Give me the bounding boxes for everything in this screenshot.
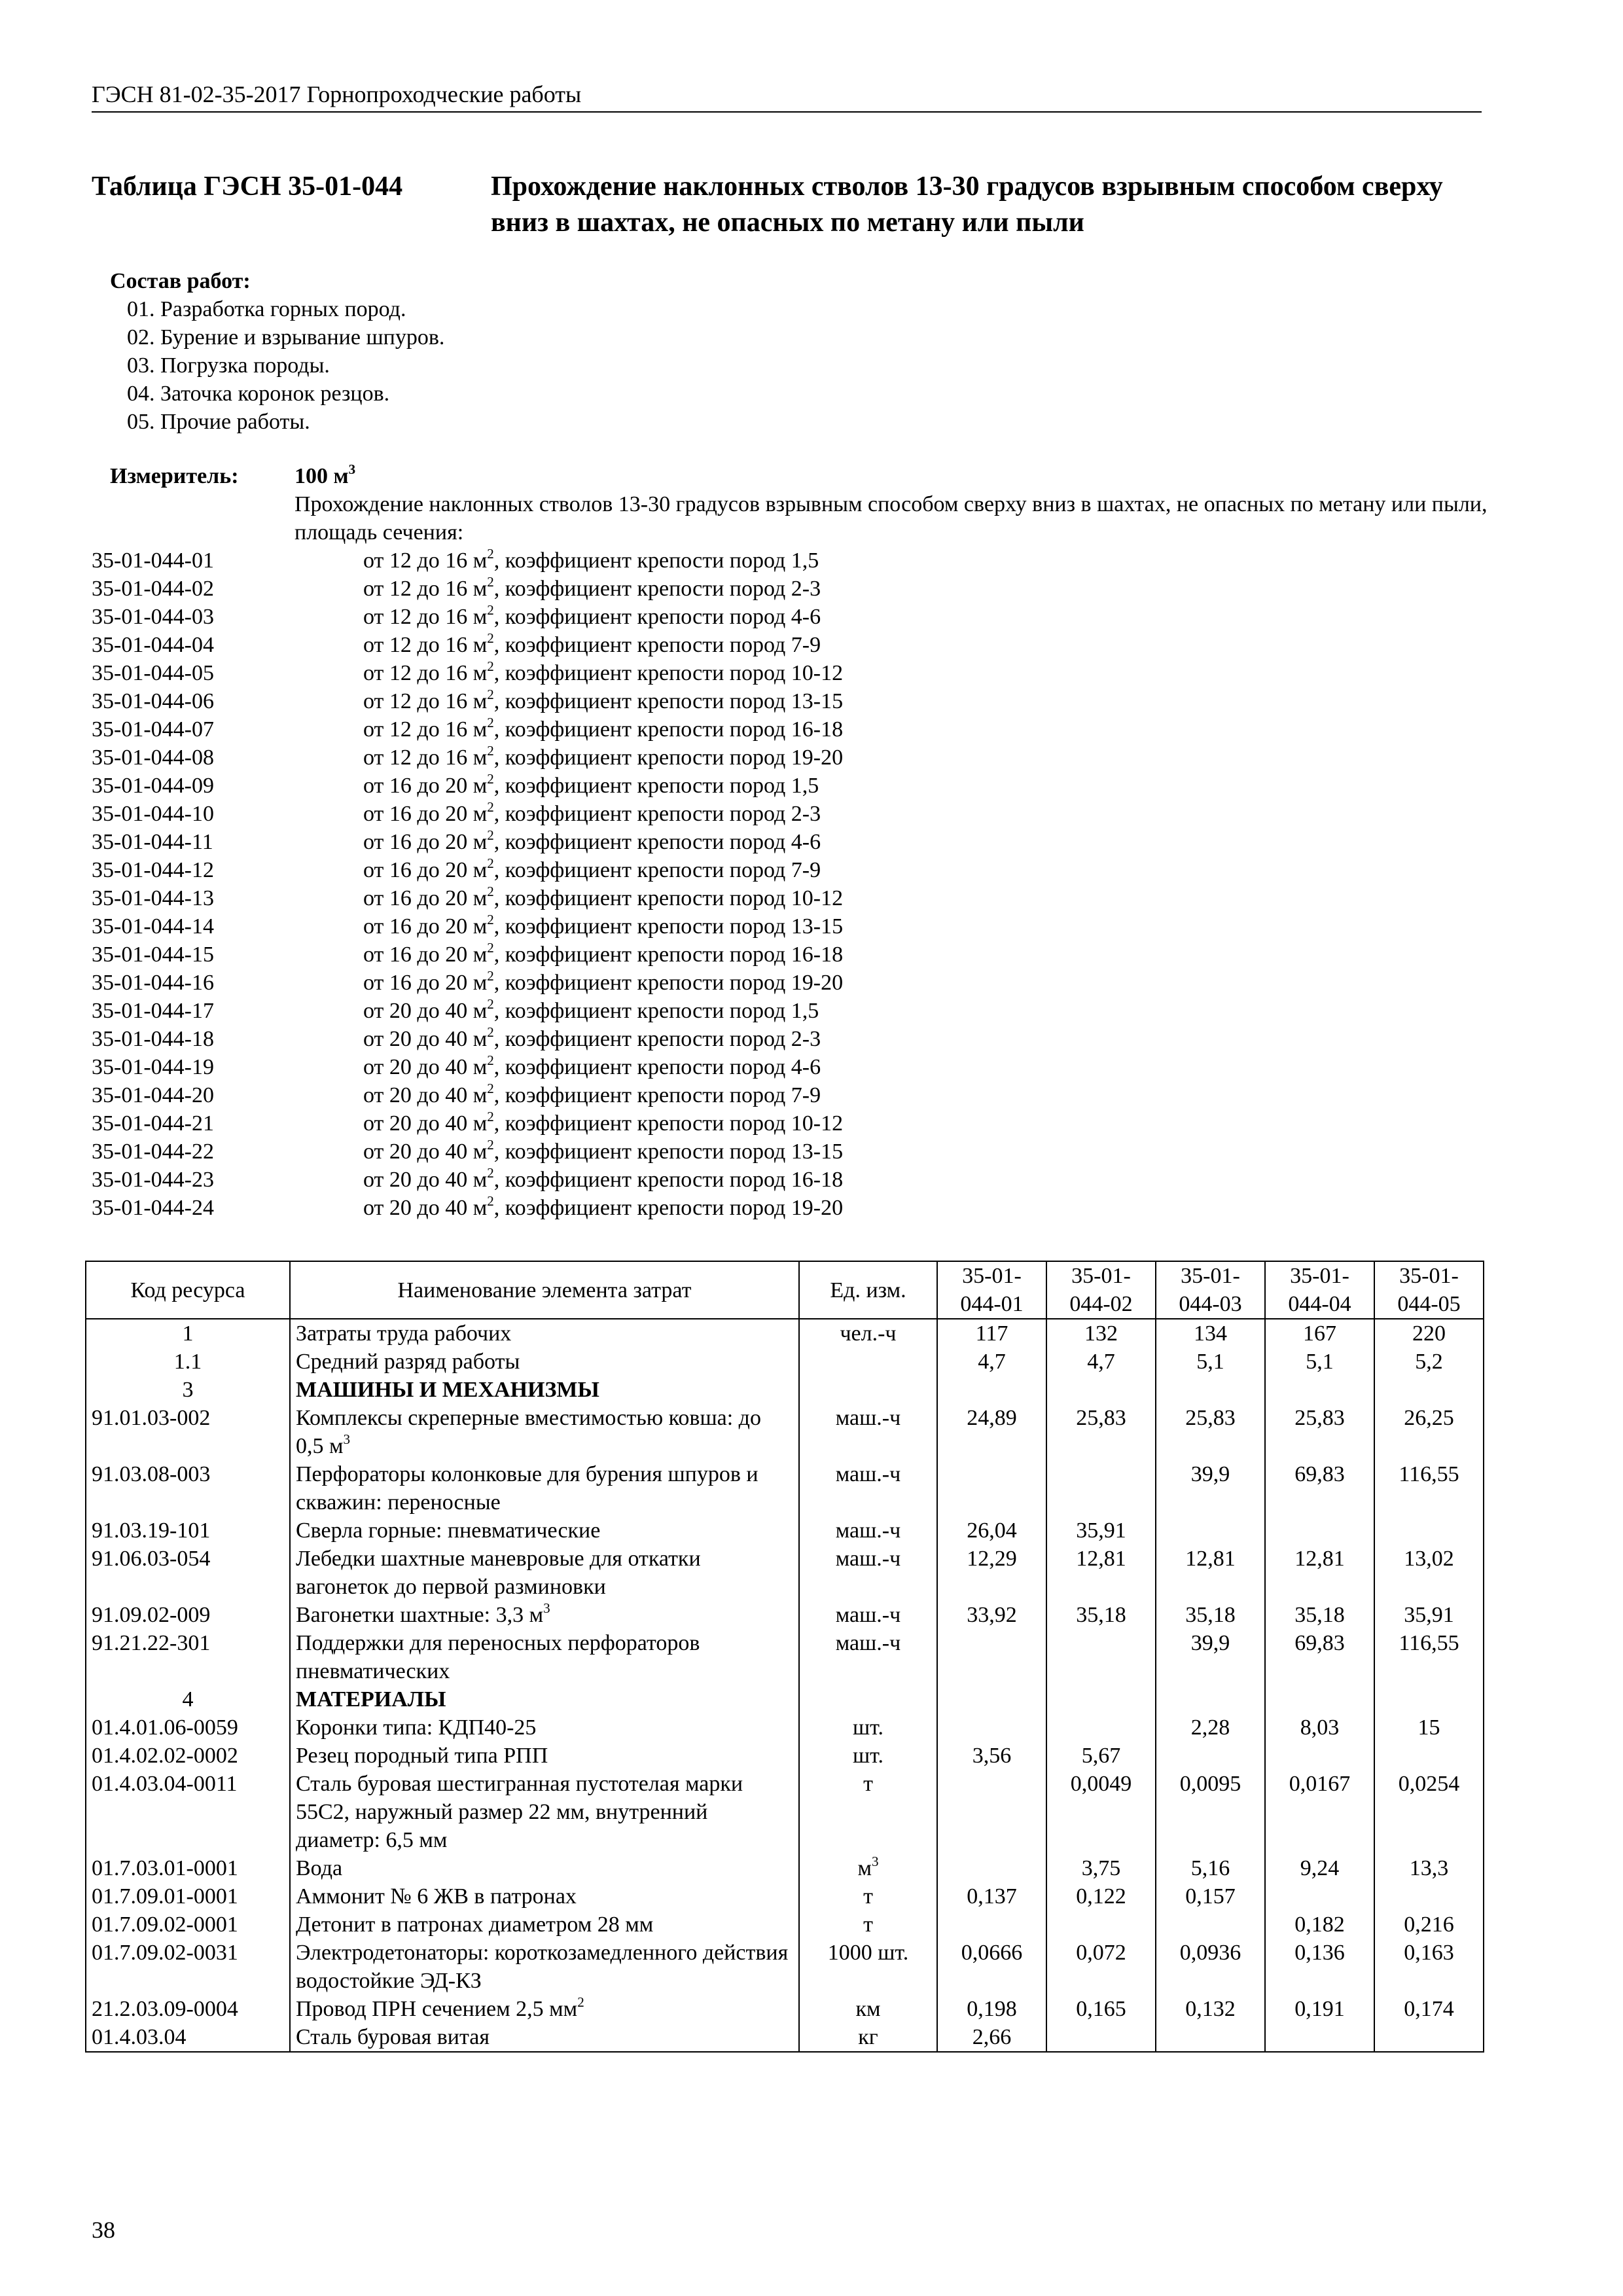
cell-code: 1.1 <box>86 1348 290 1376</box>
cell-code: 01.4.03.04 <box>86 2023 290 2052</box>
page-number: 38 <box>92 2217 115 2243</box>
meter-row <box>92 462 1482 490</box>
cell-code: 01.7.09.02-0001 <box>86 1910 290 1939</box>
norm-code: 35-01-044-06 <box>92 689 214 713</box>
cell-value: 0,0936 <box>1156 1939 1265 1995</box>
norm-code: 35-01-044-20 <box>92 1083 214 1107</box>
table-row <box>86 1713 1484 1742</box>
cell-value: 69,83 <box>1265 1629 1374 1685</box>
cell-name: Сталь буровая шестигранная пустотелая марки 55С2, наружный размер 22 мм, внутренний диаметр: 6,5 мм <box>290 1770 799 1854</box>
cell-name: Коронки типа: КДП40-25 <box>290 1713 799 1742</box>
cell-unit <box>799 1376 937 1404</box>
header-col-1: 35-01- 044-01 <box>937 1261 1046 1319</box>
header-unit: Ед. изм. <box>799 1261 937 1319</box>
cell-code: 01.7.09.01-0001 <box>86 1882 290 1910</box>
norm-code-row <box>92 997 1482 1025</box>
cell-name: Аммонит № 6 ЖВ в патронах <box>290 1882 799 1910</box>
cell-value: 4,7 <box>1046 1348 1156 1376</box>
cell-value: 0,198 <box>937 1995 1046 2023</box>
norm-code-row <box>92 1053 1482 1081</box>
norm-code-description: от 20 до 40 $м^2$, коэффициент крепости пород 16-18 <box>363 1164 844 1192</box>
cell-value: 0,0049 <box>1046 1770 1156 1854</box>
cell-value: 5,1 <box>1265 1348 1374 1376</box>
table-title-text: Прохождение наклонных стволов 13-30 градусов взрывным способом сверху вниз в шахтах, не опасных по метану или пыли <box>491 171 1443 238</box>
norm-code-row <box>92 772 1482 800</box>
norm-code-description: от 16 до 20 $м^2$, коэффициент крепости пород 7-9 <box>363 855 821 882</box>
table-section-row <box>86 1376 1484 1404</box>
cell-value: 5,67 <box>1046 1742 1156 1770</box>
cell-value: 8,03 <box>1265 1713 1374 1742</box>
cell-unit <box>799 1685 937 1713</box>
cell-value <box>937 1460 1046 1516</box>
norm-code-row <box>92 603 1482 631</box>
norm-code-row <box>92 941 1482 969</box>
norm-code-description: от 12 до 16 $м^2$, коэффициент крепости пород 1,5 <box>363 545 819 573</box>
work-composition-item: 03. Погрузка породы. <box>127 353 330 378</box>
meter-value <box>294 462 355 490</box>
norm-code-row <box>92 547 1482 575</box>
cell-value: 3,56 <box>937 1742 1046 1770</box>
norm-code-row <box>92 828 1482 856</box>
norm-code-description: от 20 до 40 $м^2$, коэффициент крепости пород 10-12 <box>363 1108 844 1136</box>
cell-value: 12,81 <box>1046 1545 1156 1601</box>
cell-name: МАШИНЫ И МЕХАНИЗМЫ <box>290 1376 799 1404</box>
cell-unit: кг <box>799 2023 937 2052</box>
meter-description: Прохождение наклонных стволов 13-30 градусов взрывным способом сверху вниз в шахтах, не опасных по метану или пыли, площадь сечения: <box>294 492 1488 545</box>
work-composition-item: 05. Прочие работы. <box>127 410 310 434</box>
cell-name: Сталь буровая витая <box>290 2023 799 2052</box>
table-row <box>86 1601 1484 1629</box>
cell-value: 35,18 <box>1156 1601 1265 1629</box>
cell-value: 15 <box>1374 1713 1484 1742</box>
table-row <box>86 1348 1484 1376</box>
cell-code: 01.4.02.02-0002 <box>86 1742 290 1770</box>
cell-value <box>1265 1685 1374 1713</box>
norm-code: 35-01-044-16 <box>92 971 214 995</box>
norm-code-description: от 16 до 20 $м^2$, коэффициент крепости пород 16-18 <box>363 939 844 967</box>
cell-value <box>1046 1910 1156 1939</box>
cell-name: Лебедки шахтные маневровые для откатки вагонеток до первой разминовки <box>290 1545 799 1601</box>
norm-code: 35-01-044-11 <box>92 830 213 854</box>
cell-code: 21.2.03.09-0004 <box>86 1995 290 2023</box>
norm-code: 35-01-044-19 <box>92 1055 214 1079</box>
cell-name: Провод ПРН сечением 2,5 $мм^2$ <box>290 1995 799 2023</box>
resource-table <box>85 1261 1484 2053</box>
cell-value: 2,66 <box>937 2023 1046 2052</box>
cell-code: 3 <box>86 1376 290 1404</box>
norm-code: 35-01-044-14 <box>92 914 214 939</box>
cell-unit <box>799 1348 937 1376</box>
cell-value <box>1374 2023 1484 2052</box>
cell-unit: маш.-ч <box>799 1545 937 1601</box>
norm-code-description: от 12 до 16 $м^2$, коэффициент крепости пород 7-9 <box>363 630 821 657</box>
cell-value <box>937 1685 1046 1713</box>
cell-value <box>1265 1376 1374 1404</box>
cell-name: Электродетонаторы: короткозамедленного действия водостойкие ЭД-КЗ <box>290 1939 799 1995</box>
norm-code-row <box>92 1109 1482 1138</box>
cell-unit: маш.-ч <box>799 1404 937 1460</box>
cell-value: 0,0666 <box>937 1939 1046 1995</box>
table-row <box>86 1995 1484 2023</box>
meter-block <box>92 461 1488 1222</box>
norm-code-description: от 16 до 20 $м^2$, коэффициент крепости пород 13-15 <box>363 911 844 939</box>
cell-unit: маш.-ч <box>799 1629 937 1685</box>
table-row <box>86 1460 1484 1516</box>
norm-code: 35-01-044-22 <box>92 1139 214 1164</box>
norm-code-row <box>92 744 1482 772</box>
header-col-3: 35-01- 044-03 <box>1156 1261 1265 1319</box>
cell-value <box>1265 1742 1374 1770</box>
cell-value: 25,83 <box>1156 1404 1265 1460</box>
cell-name: Комплексы скреперные вместимостью ковша: до 0,5 $м^3$ <box>290 1404 799 1460</box>
norm-code-row <box>92 1138 1482 1166</box>
meter-label: Измеритель: <box>110 464 239 488</box>
norm-code: 35-01-044-13 <box>92 886 214 910</box>
cell-value <box>1156 1910 1265 1939</box>
running-header-text: ГЭСН 81-02-35-2017 Горнопроходческие работы <box>92 81 582 107</box>
cell-value: 116,55 <box>1374 1460 1484 1516</box>
norm-code-description: от 20 до 40 $м^2$, коэффициент крепости пород 4-6 <box>363 1052 821 1079</box>
norm-code: 35-01-044-05 <box>92 661 214 685</box>
table-row <box>86 1404 1484 1460</box>
cell-code: 91.21.22-301 <box>86 1629 290 1685</box>
table-row <box>86 1742 1484 1770</box>
cell-code: 01.7.09.02-0031 <box>86 1939 290 1995</box>
cell-value: 33,92 <box>937 1601 1046 1629</box>
cell-value <box>937 1629 1046 1685</box>
work-composition-item: 02. Бурение и взрывание шпуров. <box>127 325 445 350</box>
norm-code-row <box>92 659 1482 687</box>
table-row <box>86 1629 1484 1685</box>
cell-value: 0,0254 <box>1374 1770 1484 1854</box>
cell-value <box>1265 1882 1374 1910</box>
cell-unit: маш.-ч <box>799 1601 937 1629</box>
cell-value <box>1156 1742 1265 1770</box>
table-section-row <box>86 1685 1484 1713</box>
cell-value: 26,25 <box>1374 1404 1484 1460</box>
cell-value: 12,29 <box>937 1545 1046 1601</box>
table-row <box>86 1910 1484 1939</box>
cell-unit: т <box>799 1910 937 1939</box>
cell-value: 9,24 <box>1265 1854 1374 1882</box>
norm-code-description: от 12 до 16 $м^2$, коэффициент крепости пород 10-12 <box>363 658 844 685</box>
cell-value: 116,55 <box>1374 1629 1484 1685</box>
norm-code: 35-01-044-08 <box>92 745 214 770</box>
cell-code: 91.06.03-054 <box>86 1545 290 1601</box>
work-composition-item: 01. Разработка горных пород. <box>127 297 406 321</box>
table-row <box>86 1319 1484 1348</box>
cell-name: Резец породный типа РПП <box>290 1742 799 1770</box>
norm-code: 35-01-044-04 <box>92 633 214 657</box>
norm-code-description: от 20 до 40 $м^2$, коэффициент крепости пород 1,5 <box>363 996 819 1023</box>
cell-unit: чел.-ч <box>799 1319 937 1348</box>
cell-value: 5,1 <box>1156 1348 1265 1376</box>
norm-code: 35-01-044-10 <box>92 802 214 826</box>
norm-code-row <box>92 1194 1482 1222</box>
cell-value: 39,9 <box>1156 1629 1265 1685</box>
norm-code-row <box>92 1166 1482 1194</box>
work-composition <box>110 267 444 436</box>
norm-code-description: от 12 до 16 $м^2$, коэффициент крепости пород 19-20 <box>363 742 844 770</box>
cell-value: 69,83 <box>1265 1460 1374 1516</box>
cell-code: 1 <box>86 1319 290 1348</box>
table-title <box>92 169 1482 241</box>
cell-value <box>1265 2023 1374 2052</box>
cell-value: 220 <box>1374 1319 1484 1348</box>
cell-value: 39,9 <box>1156 1460 1265 1516</box>
cell-value <box>1156 1685 1265 1713</box>
norm-codes-list <box>92 547 1482 1222</box>
norm-code: 35-01-044-23 <box>92 1168 214 1192</box>
meter-value-sup: 3 <box>348 461 356 477</box>
cell-value <box>1374 1516 1484 1545</box>
cell-value: 5,16 <box>1156 1854 1265 1882</box>
cell-code: 91.03.19-101 <box>86 1516 290 1545</box>
meter-value-text: 100 м <box>294 464 349 488</box>
norm-code-description: от 16 до 20 $м^2$, коэффициент крепости пород 4-6 <box>363 827 821 854</box>
cell-value: 13,3 <box>1374 1854 1484 1882</box>
cell-value: 35,91 <box>1374 1601 1484 1629</box>
norm-code: 35-01-044-09 <box>92 774 214 798</box>
norm-code: 35-01-044-07 <box>92 717 214 742</box>
cell-value <box>937 1854 1046 1882</box>
table-number: Таблица ГЭСН 35-01-044 <box>92 171 403 202</box>
norm-code: 35-01-044-21 <box>92 1111 214 1136</box>
cell-unit: т <box>799 1770 937 1854</box>
cell-value: 0,0167 <box>1265 1770 1374 1854</box>
cell-name: Затраты труда рабочих <box>290 1319 799 1348</box>
norm-code-description: от 16 до 20 $м^2$, коэффициент крепости пород 2-3 <box>363 798 821 826</box>
table-row <box>86 1770 1484 1854</box>
cell-value: 134 <box>1156 1319 1265 1348</box>
norm-code-row <box>92 969 1482 997</box>
cell-value: 132 <box>1046 1319 1156 1348</box>
cell-value: 0,157 <box>1156 1882 1265 1910</box>
cell-value: 35,18 <box>1265 1601 1374 1629</box>
cell-value: 0,137 <box>937 1882 1046 1910</box>
cell-code: 91.01.03-002 <box>86 1404 290 1460</box>
cell-value <box>1046 1713 1156 1742</box>
cell-value <box>1374 1685 1484 1713</box>
cell-value <box>937 1713 1046 1742</box>
cell-unit: маш.-ч <box>799 1516 937 1545</box>
work-composition-item: 04. Заточка коронок резцов. <box>127 382 390 406</box>
cell-code: 91.03.08-003 <box>86 1460 290 1516</box>
norm-code-description: от 12 до 16 $м^2$, коэффициент крепости пород 13-15 <box>363 686 844 713</box>
cell-value: 0,072 <box>1046 1939 1156 1995</box>
header-code: Код ресурса <box>86 1261 290 1319</box>
table-header-row <box>86 1261 1484 1319</box>
norm-code-row <box>92 715 1482 744</box>
cell-value: 0,0095 <box>1156 1770 1265 1854</box>
norm-code-row <box>92 1025 1482 1053</box>
norm-code-row <box>92 912 1482 941</box>
header-name: Наименование элемента затрат <box>290 1261 799 1319</box>
cell-value <box>937 1770 1046 1854</box>
norm-code-row <box>92 856 1482 884</box>
cell-value <box>1156 1376 1265 1404</box>
cell-value: 167 <box>1265 1319 1374 1348</box>
cell-name: Поддержки для переносных перфораторов пневматических <box>290 1629 799 1685</box>
cell-value: 0,163 <box>1374 1939 1484 1995</box>
cell-code: 01.4.01.06-0059 <box>86 1713 290 1742</box>
cell-name: МАТЕРИАЛЫ <box>290 1685 799 1713</box>
cell-unit: шт. <box>799 1713 937 1742</box>
resource-table-body <box>86 1319 1484 2052</box>
table-row <box>86 1882 1484 1910</box>
norm-code-description: от 16 до 20 $м^2$, коэффициент крепости пород 10-12 <box>363 883 844 910</box>
table-row <box>86 1854 1484 1882</box>
cell-name: Средний разряд работы <box>290 1348 799 1376</box>
cell-value <box>1374 1742 1484 1770</box>
cell-value: 12,81 <box>1265 1545 1374 1601</box>
norm-code-row <box>92 1081 1482 1109</box>
norm-code-description: от 12 до 16 $м^2$, коэффициент крепости пород 2-3 <box>363 573 821 601</box>
cell-unit: 1000 шт. <box>799 1939 937 1995</box>
cell-name: Вода <box>290 1854 799 1882</box>
cell-value: 25,83 <box>1265 1404 1374 1460</box>
norm-code-row <box>92 800 1482 828</box>
cell-value: 25,83 <box>1046 1404 1156 1460</box>
table-row <box>86 1545 1484 1601</box>
cell-value <box>1046 2023 1156 2052</box>
cell-value: 0,174 <box>1374 1995 1484 2023</box>
cell-unit: шт. <box>799 1742 937 1770</box>
cell-code: 01.4.03.04-0011 <box>86 1770 290 1854</box>
work-composition-list <box>110 295 444 436</box>
norm-code: 35-01-044-01 <box>92 548 214 573</box>
cell-name: Детонит в патронах диаметром 28 мм <box>290 1910 799 1939</box>
norm-code-description: от 16 до 20 $м^2$, коэффициент крепости пород 1,5 <box>363 770 819 798</box>
norm-code-description: от 12 до 16 $м^2$, коэффициент крепости пород 4-6 <box>363 601 821 629</box>
cell-value <box>1156 2023 1265 2052</box>
norm-code-description: от 20 до 40 $м^2$, коэффициент крепости пород 19-20 <box>363 1193 844 1220</box>
cell-value: 3,75 <box>1046 1854 1156 1882</box>
cell-value: 35,18 <box>1046 1601 1156 1629</box>
header-col-4: 35-01- 044-04 <box>1265 1261 1374 1319</box>
norm-code-description: от 20 до 40 $м^2$, коэффициент крепости пород 13-15 <box>363 1136 844 1164</box>
norm-code: 35-01-044-12 <box>92 858 214 882</box>
cell-value: 26,04 <box>937 1516 1046 1545</box>
cell-value <box>937 1910 1046 1939</box>
cell-unit: т <box>799 1882 937 1910</box>
cell-value: 0,136 <box>1265 1939 1374 1995</box>
cell-value: 0,216 <box>1374 1910 1484 1939</box>
table-row <box>86 1939 1484 1995</box>
norm-code-description: от 20 до 40 $м^2$, коэффициент крепости пород 2-3 <box>363 1024 821 1051</box>
cell-unit: $м^3$ <box>799 1854 937 1882</box>
cell-value <box>1046 1376 1156 1404</box>
norm-code-row <box>92 884 1482 912</box>
cell-unit: маш.-ч <box>799 1460 937 1516</box>
cell-code: 4 <box>86 1685 290 1713</box>
norm-code-description: от 16 до 20 $м^2$, коэффициент крепости пород 19-20 <box>363 967 844 995</box>
cell-code: 91.09.02-009 <box>86 1601 290 1629</box>
table-row <box>86 2023 1484 2052</box>
cell-value <box>937 1376 1046 1404</box>
cell-value: 117 <box>937 1319 1046 1348</box>
work-composition-heading: Состав работ: <box>110 269 251 293</box>
norm-code-description: от 12 до 16 $м^2$, коэффициент крепости пород 16-18 <box>363 714 844 742</box>
running-header <box>92 80 1482 113</box>
norm-code-row <box>92 687 1482 715</box>
cell-value: 24,89 <box>937 1404 1046 1460</box>
cell-value: 0,165 <box>1046 1995 1156 2023</box>
cell-value: 2,28 <box>1156 1713 1265 1742</box>
cell-value: 0,122 <box>1046 1882 1156 1910</box>
norm-code: 35-01-044-15 <box>92 942 214 967</box>
norm-code-row <box>92 575 1482 603</box>
cell-value: 13,02 <box>1374 1545 1484 1601</box>
cell-value <box>1046 1460 1156 1516</box>
cell-value: 5,2 <box>1374 1348 1484 1376</box>
cell-unit: км <box>799 1995 937 2023</box>
header-col-2: 35-01- 044-02 <box>1046 1261 1156 1319</box>
cell-code: 01.7.03.01-0001 <box>86 1854 290 1882</box>
cell-value: 0,191 <box>1265 1995 1374 2023</box>
cell-name: Вагонетки шахтные: 3,3 $м^3$ <box>290 1601 799 1629</box>
cell-value <box>1046 1629 1156 1685</box>
cell-value: 0,182 <box>1265 1910 1374 1939</box>
cell-value <box>1374 1376 1484 1404</box>
norm-code-description: от 20 до 40 $м^2$, коэффициент крепости пород 7-9 <box>363 1080 821 1107</box>
norm-code: 35-01-044-17 <box>92 999 214 1023</box>
norm-code: 35-01-044-18 <box>92 1027 214 1051</box>
norm-code: 35-01-044-02 <box>92 577 214 601</box>
cell-value: 12,81 <box>1156 1545 1265 1601</box>
header-col-5: 35-01- 044-05 <box>1374 1261 1484 1319</box>
cell-name: Перфораторы колонковые для бурения шпуров и скважин: переносные <box>290 1460 799 1516</box>
cell-value <box>1156 1516 1265 1545</box>
cell-value: 0,132 <box>1156 1995 1265 2023</box>
norm-code: 35-01-044-03 <box>92 605 214 629</box>
cell-value <box>1374 1882 1484 1910</box>
cell-value <box>1265 1516 1374 1545</box>
cell-value: 35,91 <box>1046 1516 1156 1545</box>
cell-value: 4,7 <box>937 1348 1046 1376</box>
cell-name: Сверла горные: пневматические <box>290 1516 799 1545</box>
cell-value <box>1046 1685 1156 1713</box>
norm-code: 35-01-044-24 <box>92 1196 214 1220</box>
table-row <box>86 1516 1484 1545</box>
norm-code-row <box>92 631 1482 659</box>
